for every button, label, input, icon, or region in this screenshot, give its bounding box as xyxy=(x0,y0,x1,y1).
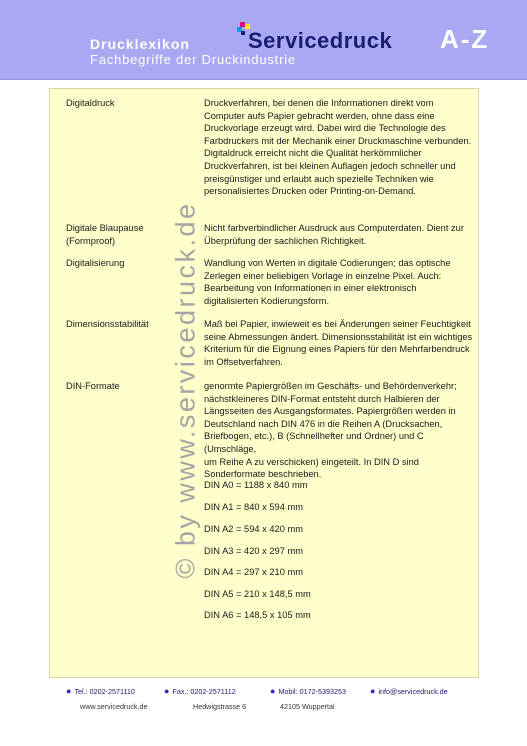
definition-line: genormte Papiergrößen im Geschäfts- und Behördenverkehr; xyxy=(204,381,457,391)
page-header xyxy=(0,0,527,80)
definition-line: Farbdruckers mit der Mechanik einer Druckmaschine verbunden. xyxy=(204,135,472,146)
din-size-a6: DIN A6 = 148,5 x 105 mm xyxy=(204,610,311,620)
definition-line: Längsseiten des Ausgangsformates. Papiergrößen werden in xyxy=(204,406,456,417)
az-label: A-Z xyxy=(440,24,490,54)
glossary-entry-digitale-blaupause xyxy=(50,222,480,250)
definition-line: preisgünstiger und erlaubt auch spezielle Techniken wie xyxy=(204,173,434,184)
glossary-entry-dimensionsstabilitaet xyxy=(50,318,480,370)
din-size-a3: DIN A3 = 420 x 297 mm xyxy=(204,546,303,556)
din-size-a1: DIN A1 = 840 x 594 mm xyxy=(204,502,303,512)
definition-line: Überprüfung der sachlichen Richtigkeit. xyxy=(204,235,367,246)
footer-city: 42105 Wuppertal xyxy=(280,702,335,711)
definition-line: Digitaldruck erreicht nicht die Qualität herkömmlicher xyxy=(204,148,422,159)
definition-line: Kriterium für die Eignung eines Papiers für den Mehrfarbendruck xyxy=(204,344,470,355)
definition-line: Druckverfahren, ist bei kleinen Auflagen jedoch schneller und xyxy=(204,160,456,171)
din-size-a2: DIN A2 = 594 x 420 mm xyxy=(204,524,303,534)
bullet-icon: ● xyxy=(270,686,276,696)
definition-line: Druckvorlage erzeugt wird. Dabei wird die Technologie des xyxy=(204,123,446,134)
watermark-text: © by www.servicedruck.de xyxy=(170,201,201,579)
term-line: Dimensionsstabilität xyxy=(66,319,149,329)
definition-line: Bearbeitung von Informationen in einer elektronisch xyxy=(204,283,417,294)
footer-mobil xyxy=(270,686,346,696)
definition-line: Sonderformate beschrieben. xyxy=(204,469,322,480)
definition-line: nächstkleineres DIN-Format entsteht durch Halbieren der xyxy=(204,393,440,404)
footer-email-link[interactable]: info@servicedruck.de xyxy=(378,687,448,696)
term-line: DIN-Formate xyxy=(66,381,120,391)
footer-contact-row xyxy=(0,686,527,698)
glossary-definition xyxy=(204,97,476,198)
definition-line: Wandlung von Werten in digitale Codierungen; das optische xyxy=(204,258,451,268)
footer-web-link[interactable]: www.servicedruck.de xyxy=(80,702,148,711)
definition-line: personalisiertes Drucken oder Printing-on-Demand. xyxy=(204,186,416,197)
page-footer xyxy=(0,680,527,746)
definition-line: Deutschland nach DIN 476 in die Reihen A (Drucksachen, xyxy=(204,418,443,429)
footer-email[interactable] xyxy=(370,686,448,696)
glossary-definition xyxy=(204,222,476,247)
glossary-definition xyxy=(204,257,476,307)
footer-fax xyxy=(164,686,236,696)
definition-line: Maß bei Papier, inwieweit es bei Änderungen seiner Feuchtigkeit xyxy=(204,319,471,329)
footer-street: Hedwigstrasse 6 xyxy=(193,702,247,711)
glossary-term xyxy=(66,97,196,110)
glossary-entry-digitalisierung xyxy=(50,257,480,309)
din-size-a5: DIN A5 = 210 x 148,5 mm xyxy=(204,589,311,599)
bullet-icon: ● xyxy=(370,686,376,696)
footer-fax-text: Fax.: 0202-2571112 xyxy=(172,687,236,696)
glossary-panel xyxy=(49,88,479,678)
definition-line: im Offsetverfahren. xyxy=(204,356,283,367)
footer-mobil-text: Mobil: 0172-5393253 xyxy=(278,687,346,696)
definition-line: Briefbogen, etc.), B (Schnellhefter und Ordner) und C (Umschläge, xyxy=(204,431,424,454)
servicedruck-logo xyxy=(236,22,416,56)
term-line: (Formproof) xyxy=(66,235,116,246)
definition-line: Zerlegen einer beliebigen Vorlage in einzelne Pixel. Auch: xyxy=(204,270,442,281)
term-line: Digitale Blaupause xyxy=(66,223,144,233)
definition-line: Computer aufs Papier gebracht werden, ohne dass eine xyxy=(204,110,435,121)
definition-line: digitalisierten Kodierungsform. xyxy=(204,295,330,306)
definition-line: Druckverfahren, bei denen die Informationen direkt vom xyxy=(204,98,434,108)
term-line: Digitalisierung xyxy=(66,258,125,268)
footer-tel xyxy=(66,686,135,696)
din-size-a4: DIN A4 = 297 x 210 mm xyxy=(204,567,303,577)
bullet-icon: ● xyxy=(66,686,72,696)
glossary-entry-digitaldruck xyxy=(50,97,480,201)
definition-line: seine Abmessungen ändert. Dimensionsstabilität ist ein wichtiges xyxy=(204,331,473,342)
logo-text: Servicedruck xyxy=(248,28,393,53)
din-size-a0: DIN A0 = 1188 x 840 mm xyxy=(204,480,308,490)
header-title: Drucklexikon xyxy=(90,36,190,52)
bullet-icon: ● xyxy=(164,686,170,696)
term-line: Digitaldruck xyxy=(66,98,115,108)
header-subtitle: Fachbegriffe der Druckindustrie xyxy=(90,52,296,67)
definition-line: um Reihe A zu verschicken) eingeteilt. In DIN D sind xyxy=(204,456,419,467)
glossary-definition xyxy=(204,318,476,368)
glossary-definition xyxy=(204,380,476,481)
definition-line: Nicht farbverbindlicher Ausdruck aus Computerdaten. Dient zur xyxy=(204,223,464,233)
footer-tel-text: Tel.: 0202-2571110 xyxy=(74,687,135,696)
glossary-entry-din-formate xyxy=(50,380,480,480)
